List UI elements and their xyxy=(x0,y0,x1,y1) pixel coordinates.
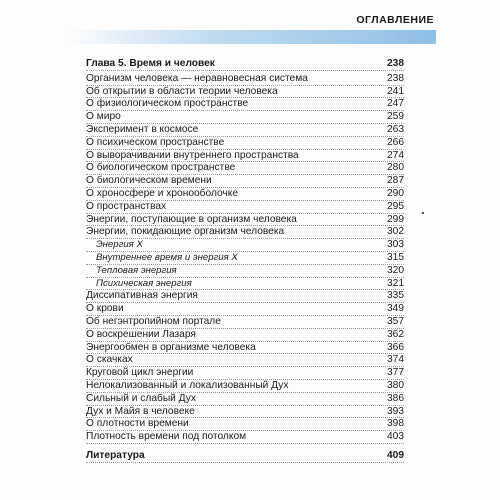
toc-entry-title: О скачках xyxy=(86,354,133,366)
toc-page-number: 259 xyxy=(387,111,404,123)
toc-page-number: 374 xyxy=(387,354,404,366)
toc-entry-title: Диссипативная энергия xyxy=(86,290,198,302)
toc-entry-row xyxy=(86,150,404,163)
toc-entry-row xyxy=(86,162,404,175)
toc-page-number: 403 xyxy=(387,431,404,443)
toc-page-number: 302 xyxy=(387,226,404,238)
toc-subentry-row xyxy=(86,252,404,265)
toc-entry-title: Организм человека — неравновесная система xyxy=(86,72,308,84)
toc-subentry-row xyxy=(86,239,404,252)
toc-page-number: 299 xyxy=(387,213,404,225)
toc-entry-title: О биологическом времени xyxy=(86,175,212,187)
toc-page-number: 409 xyxy=(387,449,404,461)
toc-entry-title: Энергообмен в организме человека xyxy=(86,341,256,353)
toc-entry-title: О физиологическом пространстве xyxy=(86,98,249,110)
toc-page-number: 335 xyxy=(387,290,404,302)
toc-page-number: 380 xyxy=(387,379,404,391)
toc-page-number: 386 xyxy=(387,392,404,404)
toc-entry-row xyxy=(86,303,404,316)
toc-subentry-row xyxy=(86,265,404,278)
toc-page-number: 357 xyxy=(387,315,404,327)
toc-page-number: 263 xyxy=(387,123,404,135)
toc-entry-row xyxy=(86,418,404,431)
toc-page-number: 241 xyxy=(387,85,404,97)
toc-page-number: 366 xyxy=(387,341,404,353)
page-speck xyxy=(422,212,424,214)
toc-entry-row xyxy=(86,124,404,137)
toc-entry-row xyxy=(86,226,404,239)
toc-entry-row xyxy=(86,188,404,201)
toc-entry-row xyxy=(86,137,404,150)
toc-entry-row xyxy=(86,201,404,214)
toc-page-number: 315 xyxy=(387,251,404,263)
header-band xyxy=(64,30,436,44)
toc-entry-row xyxy=(86,342,404,355)
toc-entry-row xyxy=(86,86,404,99)
toc-page-number: 295 xyxy=(387,200,404,212)
toc-entry-row xyxy=(86,329,404,342)
toc-entry-title: Энергия X xyxy=(96,239,143,251)
toc-page-number: 362 xyxy=(387,328,404,340)
toc-entry-title: О выворачивании внутреннего пространства xyxy=(86,149,299,161)
toc-page-number: 274 xyxy=(387,149,404,161)
toc-entry-title: Эксперимент в космосе xyxy=(86,123,199,135)
toc-entry-title: О крови xyxy=(86,303,124,315)
page-header-title: ОГЛАВЛЕНИЕ xyxy=(356,14,434,26)
toc-page-number: 349 xyxy=(387,303,404,315)
toc-entry-row xyxy=(86,73,404,86)
toc-page-number: 321 xyxy=(387,277,404,289)
toc-entry-title: Нелокализованный и локализованный Дух xyxy=(86,379,289,391)
toc-entry-title: Об негэнтропийном портале xyxy=(86,315,221,327)
toc-entry-title: Круговой цикл энергии xyxy=(86,367,194,379)
toc-page-number: 290 xyxy=(387,187,404,199)
toc-entry-title: О пространствах xyxy=(86,200,167,212)
toc-entry-row xyxy=(86,316,404,329)
toc-entry-title: О хроносфере и хронооболочке xyxy=(86,187,239,199)
toc-entry-title: Сильный и слабый Дух xyxy=(86,392,196,404)
toc-entry-title: Глава 5. Время и человек xyxy=(86,58,215,69)
toc-page-number: 238 xyxy=(387,58,404,69)
toc-page-number: 303 xyxy=(387,239,404,251)
toc-page-number: 247 xyxy=(387,98,404,110)
toc-entry-row xyxy=(86,367,404,380)
toc-entry-row xyxy=(86,380,404,393)
toc-entry-title: Внутреннее время и энергия X xyxy=(96,251,238,263)
toc-entry-title: Об открытии в области теории человека xyxy=(86,85,278,97)
toc-page-number: 398 xyxy=(387,418,404,430)
toc-subentry-row xyxy=(86,278,404,291)
toc-entry-title: Психическая энергия xyxy=(96,277,192,289)
toc-entry-row xyxy=(86,98,404,111)
toc-entry-row xyxy=(86,214,404,227)
toc-page-number: 280 xyxy=(387,162,404,174)
toc-chapter-row xyxy=(86,58,404,71)
toc-page-number: 238 xyxy=(387,72,404,84)
toc-entry-title: Энергии, покидающие организм человека xyxy=(86,226,285,238)
toc-entry-row xyxy=(86,175,404,188)
toc-entry-title: Энергии, поступающие в организм человека xyxy=(86,213,297,225)
toc-page-number: 287 xyxy=(387,175,404,187)
toc-entry-row xyxy=(86,354,404,367)
table-of-contents xyxy=(86,58,404,463)
toc-entry-title: Плотность времени под потолком xyxy=(86,431,247,443)
toc-page-number: 377 xyxy=(387,367,404,379)
toc-page-number: 320 xyxy=(387,264,404,276)
toc-bibliography-row xyxy=(86,450,404,463)
toc-entry-title: О воскрешении Лазаря xyxy=(86,328,196,340)
toc-entry-title: О биологическом пространстве xyxy=(86,162,236,174)
toc-page-number: 266 xyxy=(387,136,404,148)
toc-entry-title: Дух и Майя в человеке xyxy=(86,405,195,417)
toc-entry-row xyxy=(86,111,404,124)
toc-entry-row xyxy=(86,431,404,444)
toc-entry-title: О плотности времени xyxy=(86,418,189,430)
toc-entry-title: О психическом пространстве xyxy=(86,136,225,148)
toc-entry-row xyxy=(86,393,404,406)
toc-entry-title: Литература xyxy=(86,449,145,461)
toc-entry-row xyxy=(86,290,404,303)
toc-entry-title: О миро xyxy=(86,111,121,123)
toc-entry-row xyxy=(86,406,404,419)
toc-entry-title: Тепловая энергия xyxy=(96,264,177,276)
toc-page-number: 393 xyxy=(387,405,404,417)
